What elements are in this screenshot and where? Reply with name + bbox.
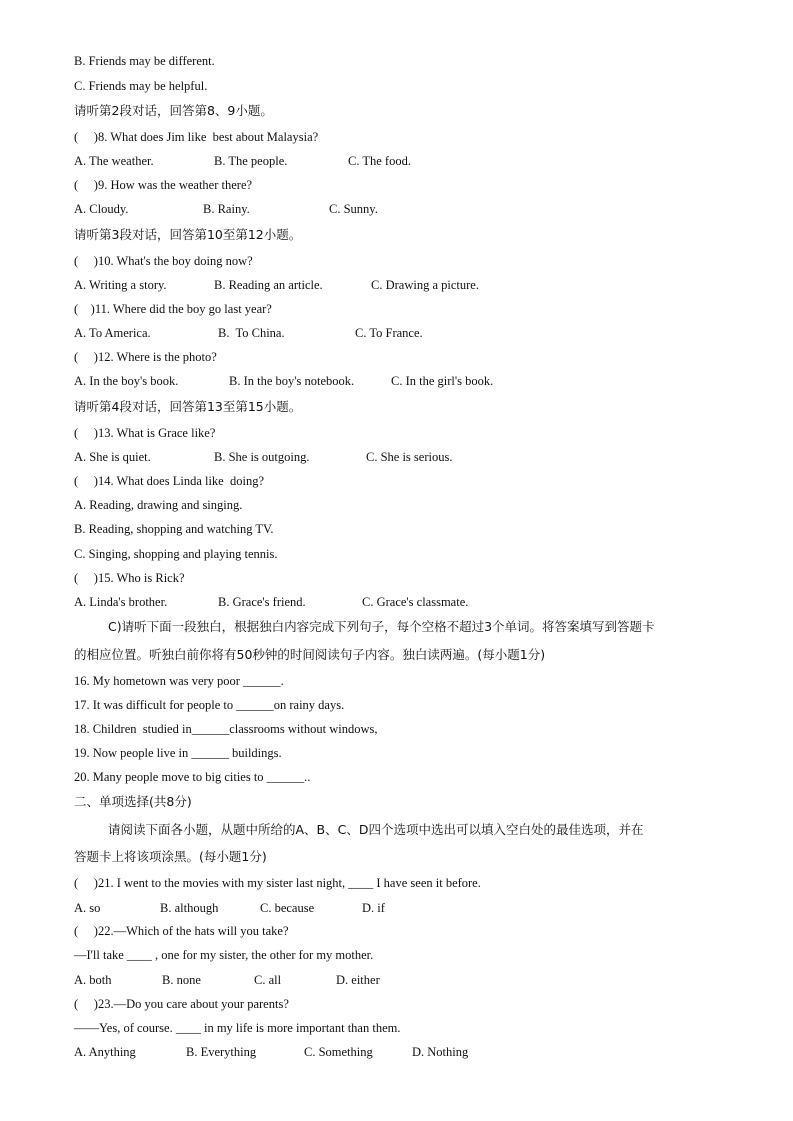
q13-option-c: C. She is serious.	[366, 450, 453, 464]
fill-item-20: 20. Many people move to big cities to ______..	[74, 770, 311, 784]
q12-option-b: B. In the boy's notebook.	[229, 374, 355, 388]
q23-option-d: D. Nothing	[412, 1045, 469, 1059]
part-c-instructions-line2: 的相应位置。听独白前你将有50秒钟的时间阅读句子内容。独白读两遍。(每小题1分)	[74, 647, 546, 662]
part2-heading: 二、单项选择(共8分)	[74, 794, 192, 809]
q14-option-a: A. Reading, drawing and singing.	[74, 498, 243, 512]
q11-option-b: B. To China.	[218, 326, 285, 340]
q12-option-c: C. In the girl's book.	[391, 374, 494, 388]
q8-option-b: B. The people.	[214, 154, 288, 168]
q9-option-b: B. Rainy.	[203, 202, 250, 216]
q8-option-c: C. The food.	[348, 154, 411, 168]
q7-option-c: C. Friends may be helpful.	[74, 79, 208, 93]
q15-option-b: B. Grace's friend.	[218, 595, 306, 609]
q13-option-b: B. She is outgoing.	[214, 450, 310, 464]
q23-option-a: A. Anything	[74, 1045, 136, 1059]
q11-option-c: C. To France.	[355, 326, 423, 340]
q14-stem: ( )14. What does Linda like doing?	[74, 474, 265, 488]
q22-option-d: D. either	[336, 973, 380, 987]
q9-option-c: C. Sunny.	[329, 202, 378, 216]
q22-line2: —I'll take ____ , one for my sister, the other for my mother.	[74, 948, 374, 962]
section2-intro: 请听第2段对话，回答第8、9小题。	[74, 103, 273, 118]
q10-option-a: A. Writing a story.	[74, 278, 167, 292]
part-c-instructions-line1: C)请听下面一段独白，根据独白内容完成下列句子，每个空格不超过3个单词。将答案填写到答题卡	[108, 619, 655, 634]
fill-item-19: 19. Now people live in ______ buildings.	[74, 746, 282, 760]
q10-option-b: B. Reading an article.	[214, 278, 323, 292]
q22-option-a: A. both	[74, 973, 112, 987]
q23-option-c: C. Something	[304, 1045, 373, 1059]
q22-option-c: C. all	[254, 973, 282, 987]
q23-line2: ——Yes, of course. ____ in my life is more important than them.	[74, 1021, 401, 1035]
q8-option-a: A. The weather.	[74, 154, 154, 168]
q8-stem: ( )8. What does Jim like best about Malaysia?	[74, 130, 319, 144]
q15-option-c: C. Grace's classmate.	[362, 595, 469, 609]
q10-stem: ( )10. What's the boy doing now?	[74, 254, 253, 268]
fill-item-16: 16. My hometown was very poor ______.	[74, 674, 284, 688]
section3-intro: 请听第3段对话，回答第10至第12小题。	[74, 227, 302, 242]
q11-option-a: A. To America.	[74, 326, 151, 340]
part2-instructions-line1: 请阅读下面各小题，从题中所给的A、B、C、D四个选项中选出可以填入空白处的最佳选项，并在	[108, 822, 644, 837]
q23-option-b: B. Everything	[186, 1045, 257, 1059]
fill-item-17: 17. It was difficult for people to ______on rainy days.	[74, 698, 345, 712]
q14-option-b: B. Reading, shopping and watching TV.	[74, 522, 274, 536]
q22-stem: ( )22.—Which of the hats will you take?	[74, 924, 289, 938]
q23-stem: ( )23.—Do you care about your parents?	[74, 997, 289, 1011]
q10-option-c: C. Drawing a picture.	[371, 278, 479, 292]
q21-option-c: C. because	[260, 901, 315, 915]
q12-stem: ( )12. Where is the photo?	[74, 350, 217, 364]
q12-option-a: A. In the boy's book.	[74, 374, 179, 388]
part2-instructions-line2: 答题卡上将该项涂黑。(每小题1分)	[74, 849, 267, 864]
q21-option-d: D. if	[362, 901, 385, 915]
q13-stem: ( )13. What is Grace like?	[74, 426, 216, 440]
q22-option-b: B. none	[162, 973, 201, 987]
q15-option-a: A. Linda's brother.	[74, 595, 168, 609]
q7-option-b: B. Friends may be different.	[74, 54, 215, 68]
q11-stem: ( )11. Where did the boy go last year?	[74, 302, 272, 316]
q9-option-a: A. Cloudy.	[74, 202, 129, 216]
q13-option-a: A. She is quiet.	[74, 450, 151, 464]
q21-stem: ( )21. I went to the movies with my sister last night, ____ I have seen it before.	[74, 876, 481, 890]
q21-option-a: A. so	[74, 901, 101, 915]
q14-option-c: C. Singing, shopping and playing tennis.	[74, 547, 278, 561]
q21-option-b: B. although	[160, 901, 219, 915]
q15-stem: ( )15. Who is Rick?	[74, 571, 185, 585]
q9-stem: ( )9. How was the weather there?	[74, 178, 253, 192]
fill-item-18: 18. Children studied in______classrooms without windows,	[74, 722, 378, 736]
section4-intro: 请听第4段对话，回答第13至第15小题。	[74, 399, 302, 414]
